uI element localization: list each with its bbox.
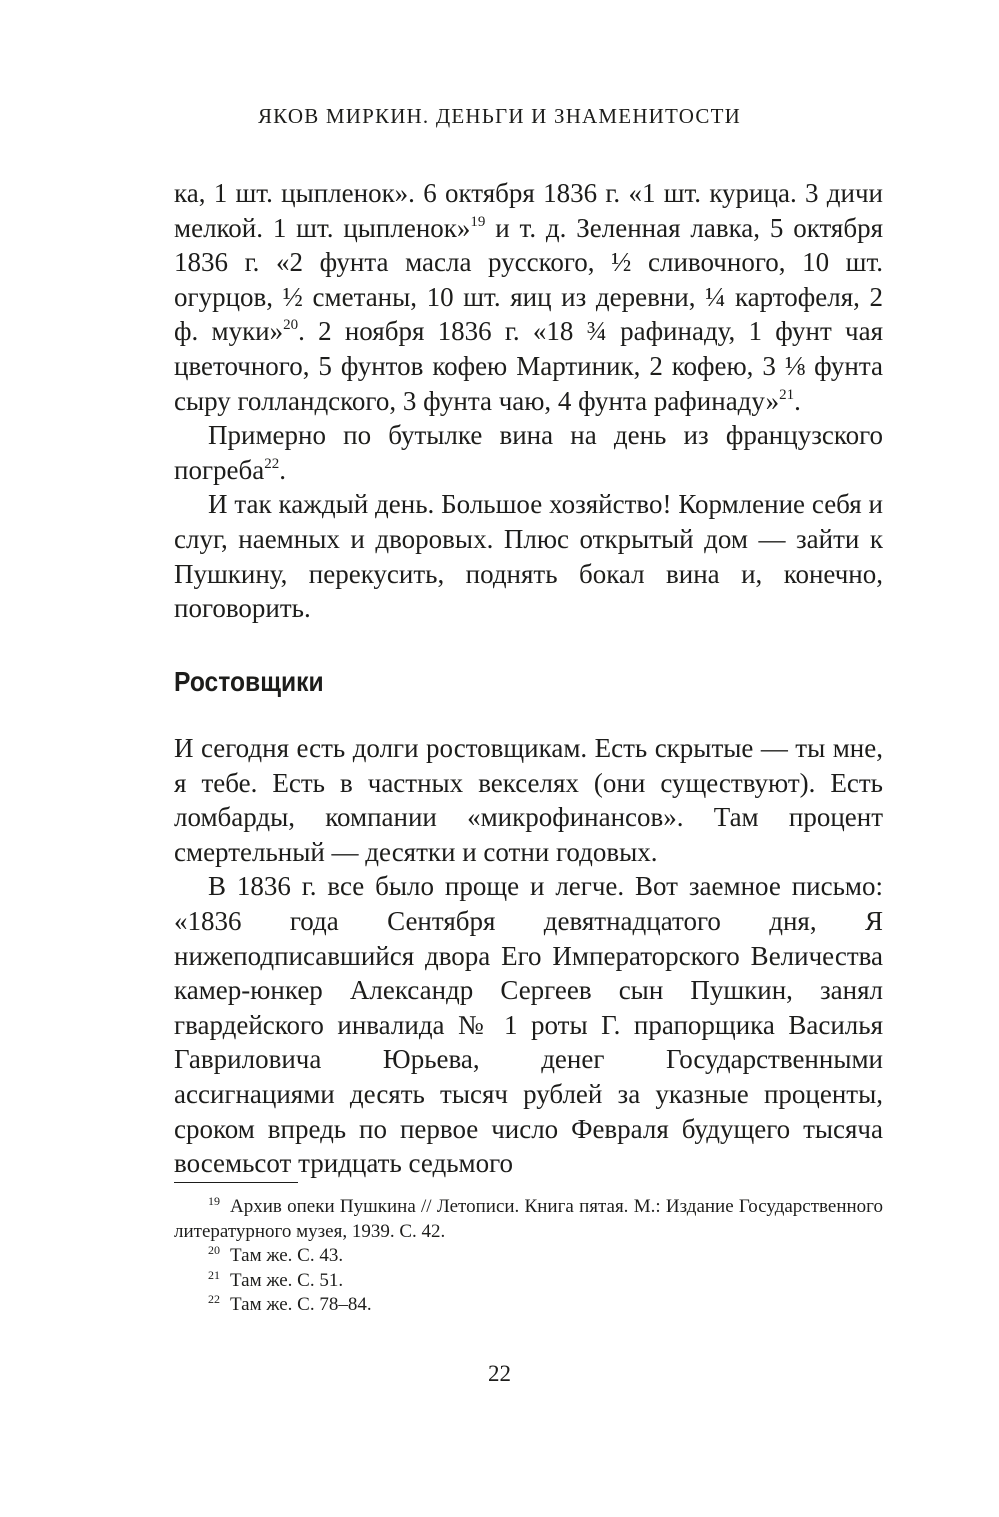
footnote-ref[interactable]: 21: [779, 386, 795, 403]
page-number: 22: [488, 1361, 511, 1386]
footnote-text: Там же. С. 51.: [230, 1269, 344, 1291]
paragraph: Примерно по бутылке вина на день из французского погреба$^{22}$.: [174, 420, 883, 485]
footnote-number: 19: [208, 1194, 220, 1209]
footnote-ref[interactable]: 20: [283, 317, 299, 334]
footnote-divider: [174, 1182, 298, 1183]
footnote-item: [174, 1293, 883, 1318]
paragraph: ка, 1 шт. цыпленок». 6 октября 1836 г. «1 шт. курица. 3 дичи мелкой. 1 шт. цыпленок»$^{19}$ и т. д. Зеленная лавка, 5 октября 1836 г. «2 фунта масла русского, ½ сливочного, 10 шт. огурцов, ½ сметаны, 10 шт. яиц из деревни, ¼ картофеля, 2 ф. муки»$^{20}$. 2 ноября 1836 г. «18 ¾ рафинаду, 1 фунт чая цветочного, 5 фунтов кофею Мартиник, 2 кофею, 3 ⅛ фунта сыру голландского, 3 фунта чаю, 4 фунта рафинаду»$^{21}$.: [174, 178, 883, 416]
section-heading: Ростовщики: [174, 666, 324, 697]
footnote-ref[interactable]: 22: [264, 455, 280, 472]
paragraph: И так каждый день. Большое хозяйство! Кормление себя и слуг, наемных и дворовых. Плюс открытый дом — зайти к Пушкину, перекусить, поднять бокал вина и, конечно, поговорить.: [174, 489, 883, 624]
footnote-ref[interactable]: 19: [470, 213, 486, 230]
paragraph: В 1836 г. все было проще и легче. Вот заемное письмо: «1836 года Сентября девятнадцатого дня, Я нижеподписавшийся двора Его Императорского Величества камер-юнкер Александр Сергеев сын Пушкин, занял гвардейского инвалида № 1 роты Г. прапорщика Василья Гавриловича Юрьева, денег Государственными ассигнациями десять тысяч рублей за указные проценты, сроком впредь по первое число Февраля будущего тысяча восемьсот тридцать седьмого: [174, 871, 883, 1179]
footnote-item: [174, 1244, 883, 1269]
footnotes: [174, 1195, 883, 1318]
body-text-bottom: [174, 731, 883, 1181]
body-text-top: [174, 176, 883, 626]
paragraph: И сегодня есть долги ростовщикам. Есть скрытые — ты мне, я тебе. Есть в частных векселях (они существуют). Есть ломбарды, компании «микрофинансов». Там процент смертельный — десятки и сотни годовых.: [174, 733, 883, 867]
footnote-item: [174, 1269, 883, 1294]
footnote-item: [174, 1195, 883, 1244]
running-head: ЯКОВ МИРКИН. ДЕНЬГИ И ЗНАМЕНИТОСТИ: [257, 104, 742, 128]
footnote-text: Там же. С. 43.: [230, 1245, 344, 1266]
footnote-text: Архив опеки Пушкина // Летописи. Книга пятая. М.: Издание Государственного литературного музея, 1939. С. 42.: [174, 1196, 883, 1242]
footnote-number: 22: [208, 1292, 220, 1307]
footnote-number: 21: [208, 1267, 220, 1282]
footnote-text: Там же. С. 78–84.: [230, 1294, 372, 1315]
footnote-number: 20: [208, 1243, 220, 1258]
